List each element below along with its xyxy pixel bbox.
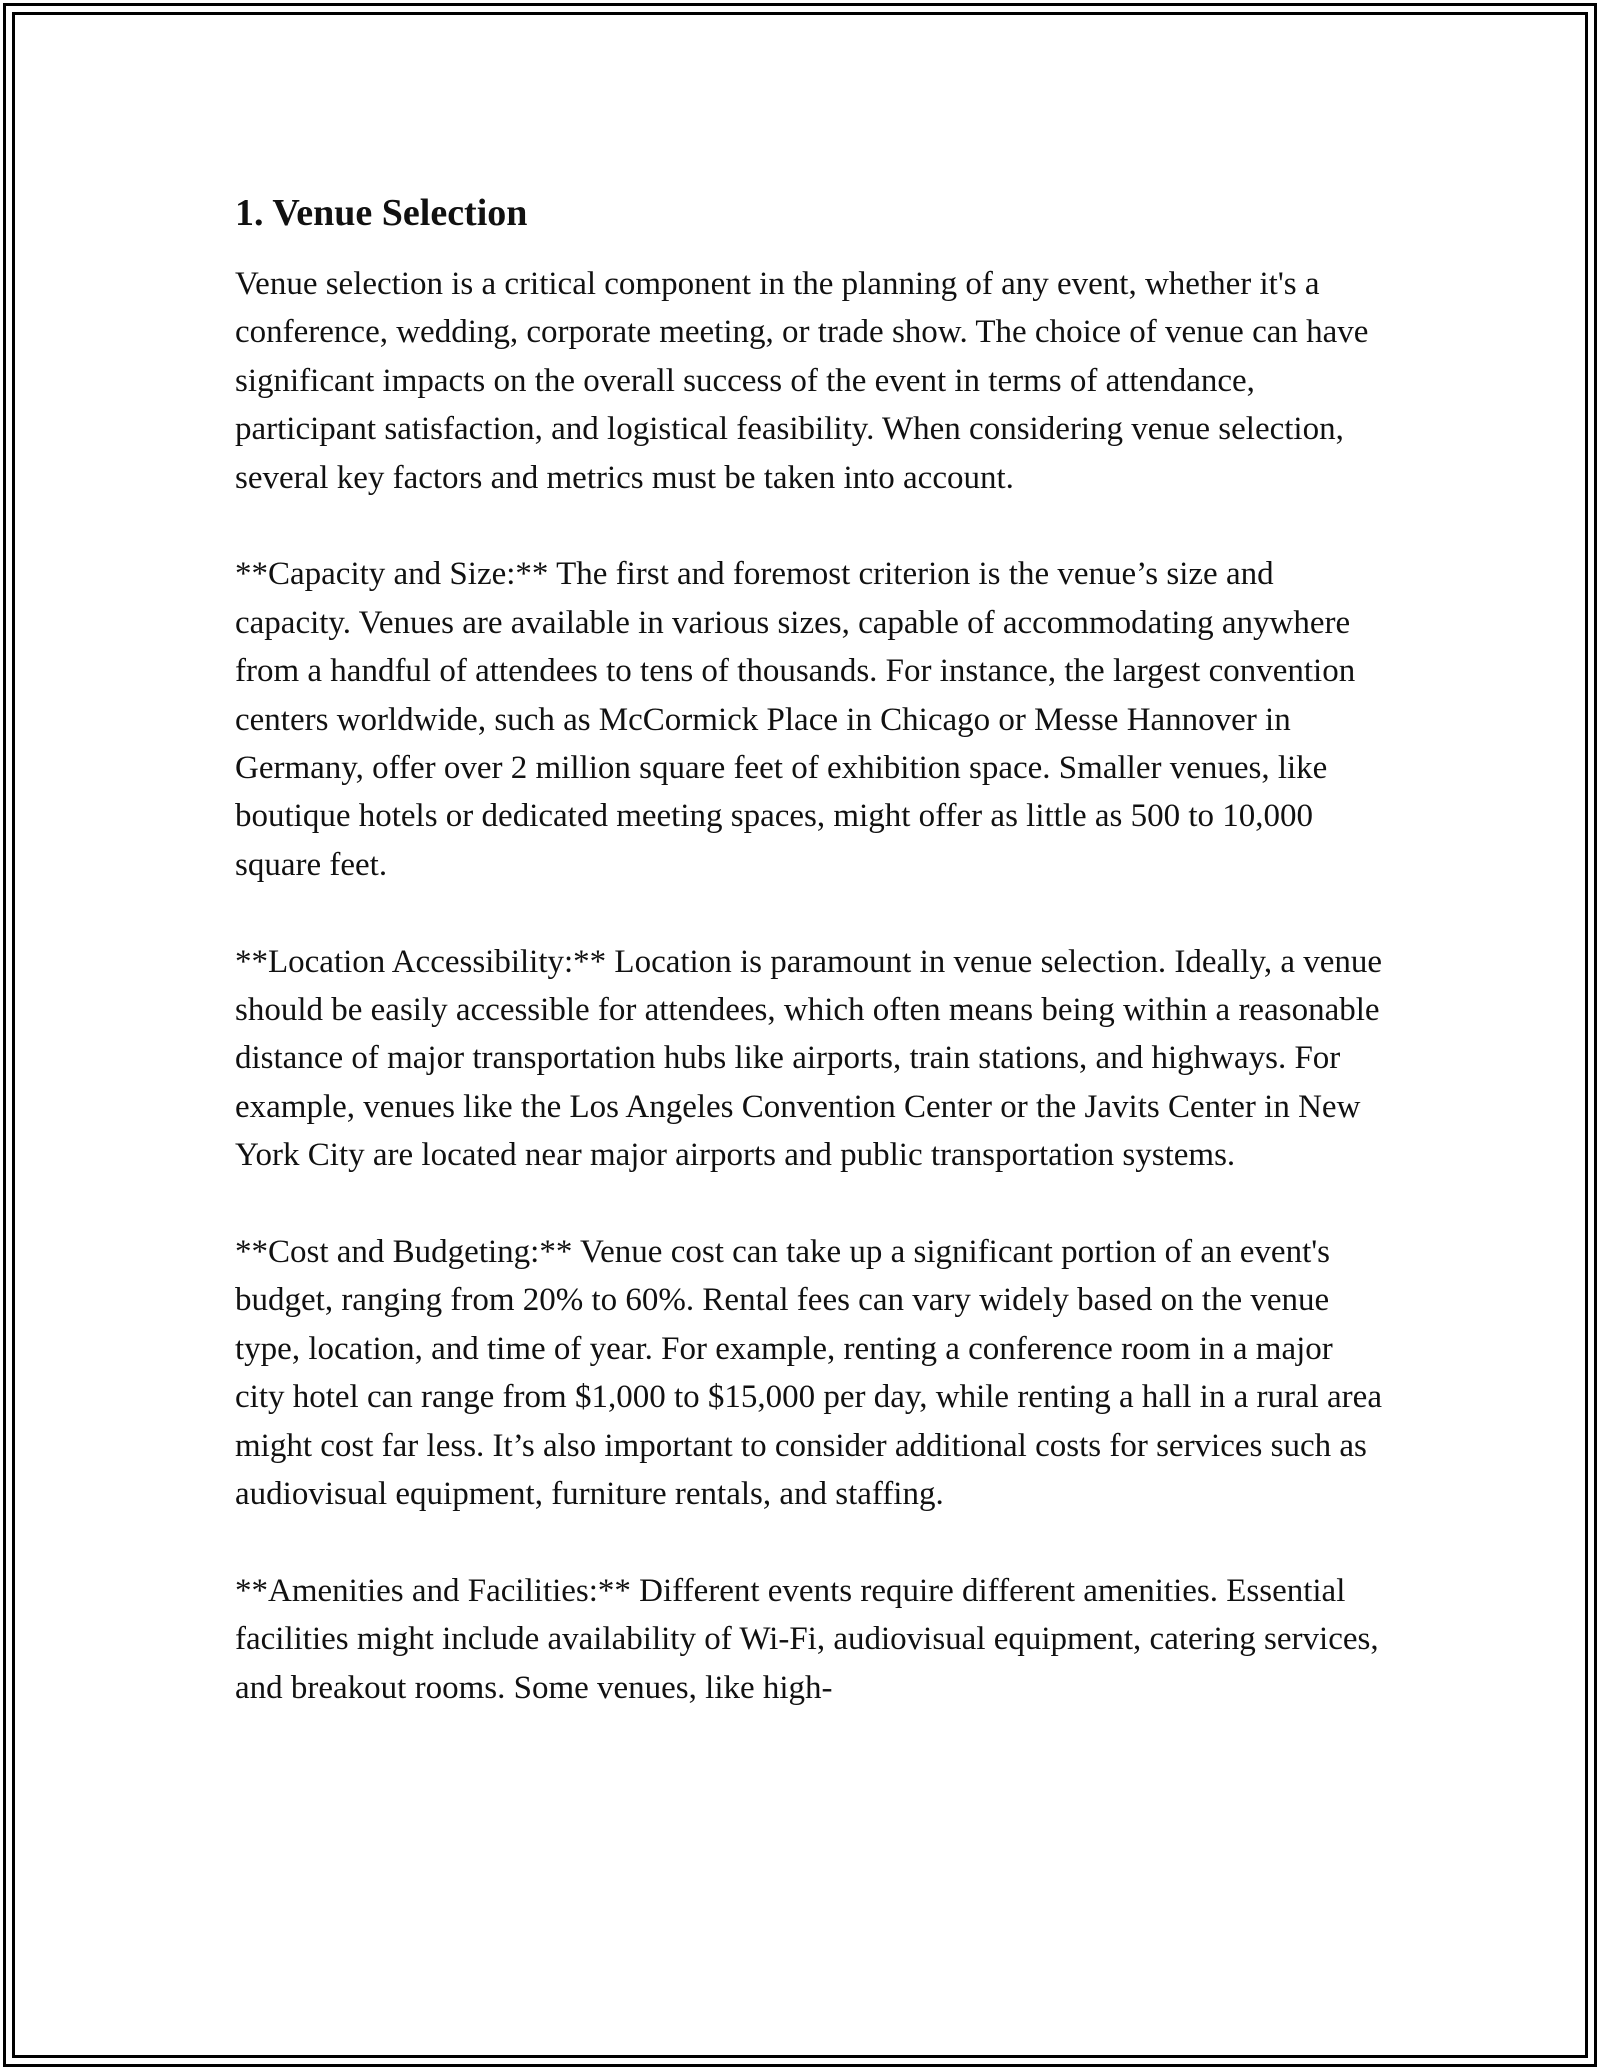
intro-paragraph: Venue selection is a critical component in the planning of any event, whether it's a conference, wedding, corporate meeting, or trade show. The choice of venue can have significant impacts on the overall success of the event in terms of attendance, participant satisfaction, and logistical feasibility. When considering venue selection, several key factors and metrics must be taken into account.	[235, 266, 1369, 496]
document-body	[235, 188, 1385, 1712]
cost-paragraph: **Cost and Budgeting:** Venue cost can take up a significant portion of an event's budget, ranging from 20% to 60%. Rental fees can vary widely based on the venue type, location, and time of year. For example, renting a conference room in a major city hotel can range from $1,000 to $15,000 per day, while renting a hall in a rural area might cost far less. It’s also important to consider additional costs for services such as audiovisual equipment, furniture rentals, and staffing.	[235, 1234, 1382, 1513]
capacity-paragraph: **Capacity and Size:** The first and foremost criterion is the venue’s size and capacity. Venues are available in various sizes, capable of accommodating anywhere from a handful of attendees to tens of thousands. For instance, the largest convention centers worldwide, such as McCormick Place in Chicago or Messe Hannover in Germany, offer over 2 million square feet of exhibition space. Smaller venues, like boutique hotels or dedicated meeting spaces, might offer as little as 500 to 10,000 square feet.	[235, 556, 1356, 883]
location-paragraph: **Location Accessibility:** Location is paramount in venue selection. Ideally, a venue should be easily accessible for attendees, which often means being within a reasonable distance of major transportation hubs like airports, train stations, and highways. For example, venues like the Los Angeles Convention Center or the Javits Center in New York City are located near major airports and public transportation systems.	[235, 943, 1383, 1174]
section-heading: 1. Venue Selection	[235, 192, 528, 234]
amenities-paragraph: **Amenities and Facilities:** Different events require different amenities. Essential facilities might include availability of Wi-Fi, audiovisual equipment, catering services, and breakout rooms. Some venues, like high-	[235, 1572, 1379, 1706]
